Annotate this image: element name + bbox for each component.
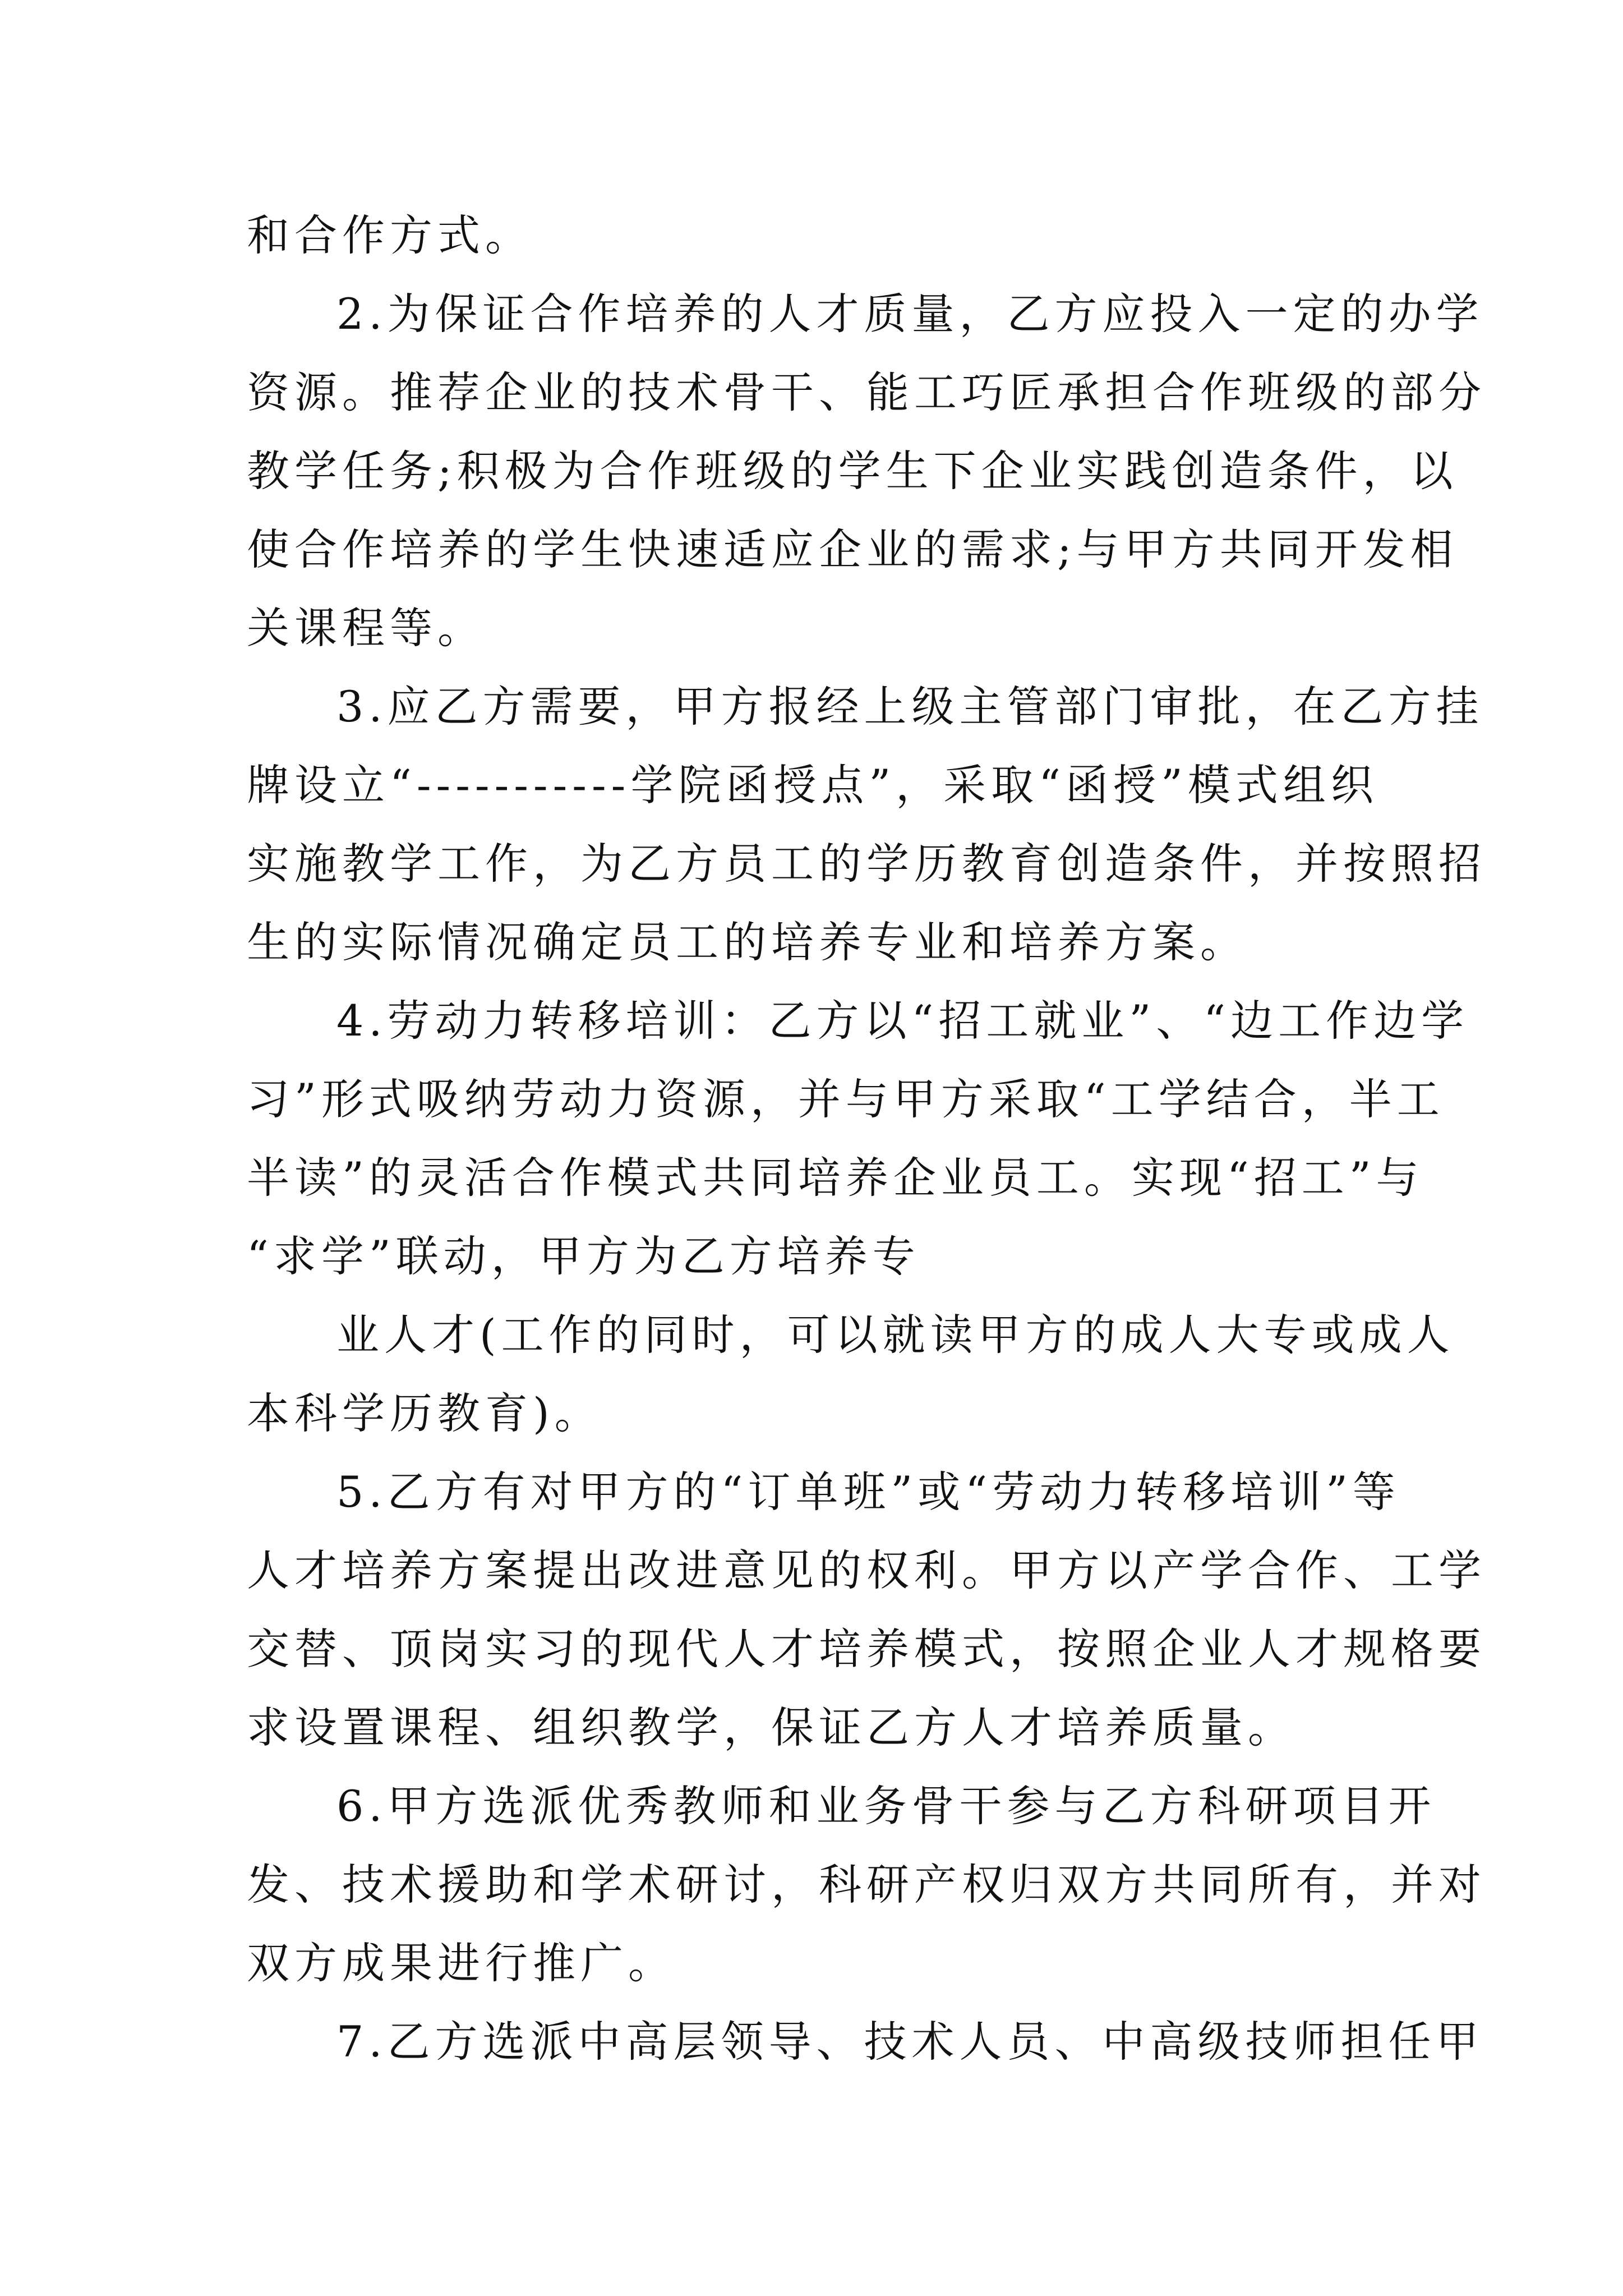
text-line: 求设置课程、组织教学，保证乙方人才培养质量。 [247,1703,1295,1752]
text-line: 关课程等。 [247,603,485,653]
text-line: “求学”联动，甲方为乙方培养专 [247,1231,920,1281]
text-line: 使合作培养的学生快速适应企业的需求;与甲方共同开发相 [247,524,1458,574]
text-line: 双方成果进行推广。 [247,1938,676,1988]
text-line: 本科学历教育)。 [247,1388,602,1438]
text-line: 人才培养方案提出改进意见的权利。甲方以产学合作、工学 [247,1545,1486,1595]
text-line: 7.乙方选派中高层领导、技术人员、中高级技师担任甲 [336,2017,1484,2067]
text-line: 6.甲方选派优秀教师和业务骨干参与乙方科研项目开 [336,1781,1436,1831]
text-line: 2.为保证合作培养的人才质量，乙方应投入一定的办学 [336,289,1484,339]
text-line: 资源。推荐企业的技术骨干、能工巧匠承担合作班级的部分 [247,367,1486,417]
text-line: 教学任务;积极为合作班级的学生下企业实践创造条件，以 [247,446,1458,496]
text-line: 生的实际情况确定员工的培养专业和培养方案。 [247,917,1248,967]
text-line: 和合作方式。 [247,210,533,260]
text-line: 交替、顶岗实习的现代人才培养模式，按照企业人才规格要 [247,1624,1486,1674]
text-line: 习”形式吸纳劳动力资源，并与甲方采取“工学结合，半工 [247,1074,1445,1124]
text-line: 半读”的灵活合作模式共同培养企业员工。实现“招工”与 [247,1153,1424,1203]
text-line: 实施教学工作，为乙方员工的学历教育创造条件，并按照招 [247,839,1486,889]
text-line: 发、技术援助和学术研讨，科研产权归双方共同所有，并对 [247,1860,1486,1910]
text-line: 5.乙方有对甲方的“订单班”或“劳动力转移培训”等 [336,1467,1400,1517]
text-line: 3.应乙方需要，甲方报经上级主管部门审批，在乙方挂 [336,682,1484,731]
text-line: 牌设立“-----------学院函授点”，采取“函授”模式组织 [247,760,1378,810]
text-line: 业人才(工作的同时，可以就读甲方的成人大专或成人 [336,1310,1455,1360]
text-line: 4.劳动力转移培训：乙方以“招工就业”、“边工作边学 [336,996,1469,1046]
